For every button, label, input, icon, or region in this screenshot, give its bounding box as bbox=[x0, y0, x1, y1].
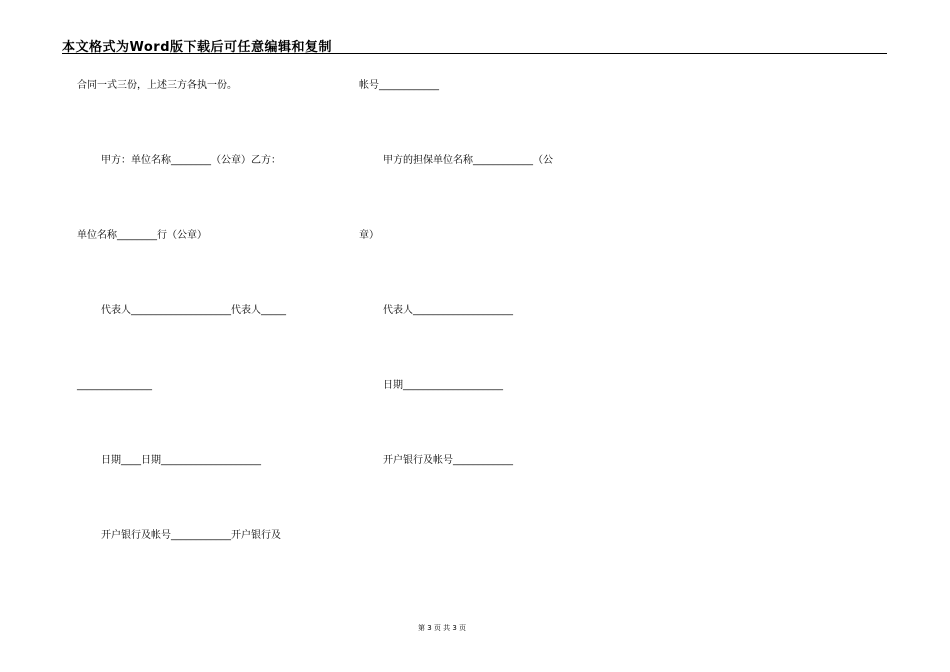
text-line-copies: 合同一式三份，上述三方各执一份。 bbox=[77, 80, 237, 91]
text-line-account: 帐号____________ bbox=[359, 80, 439, 91]
text-line-guarantor-date: 日期____________________ bbox=[383, 380, 503, 391]
header-divider bbox=[62, 53, 887, 54]
text-line-blank: _______________ bbox=[77, 380, 152, 391]
text-line-guarantor-representative: 代表人____________________ bbox=[383, 305, 513, 316]
text-line-guarantor-bank: 开户银行及帐号____________ bbox=[383, 455, 513, 466]
page-number: 第 3 页 共 3 页 bbox=[417, 624, 467, 632]
text-line-representatives: 代表人____________________代表人_____ bbox=[101, 305, 286, 316]
text-line-seal: 章） bbox=[359, 230, 379, 241]
text-line-unit-name: 单位名称________行（公章） bbox=[77, 230, 207, 241]
document-header-title: 本文格式为Word版下载后可任意编辑和复制 bbox=[62, 40, 333, 55]
text-line-guarantor-name: 甲方的担保单位名称____________（公 bbox=[383, 155, 553, 166]
text-line-dates: 日期____日期____________________ bbox=[101, 455, 261, 466]
text-line-banks: 开户银行及帐号____________开户银行及 bbox=[101, 530, 281, 541]
text-line-party-a-name: 甲方：单位名称________（公章）乙方： bbox=[101, 155, 281, 166]
